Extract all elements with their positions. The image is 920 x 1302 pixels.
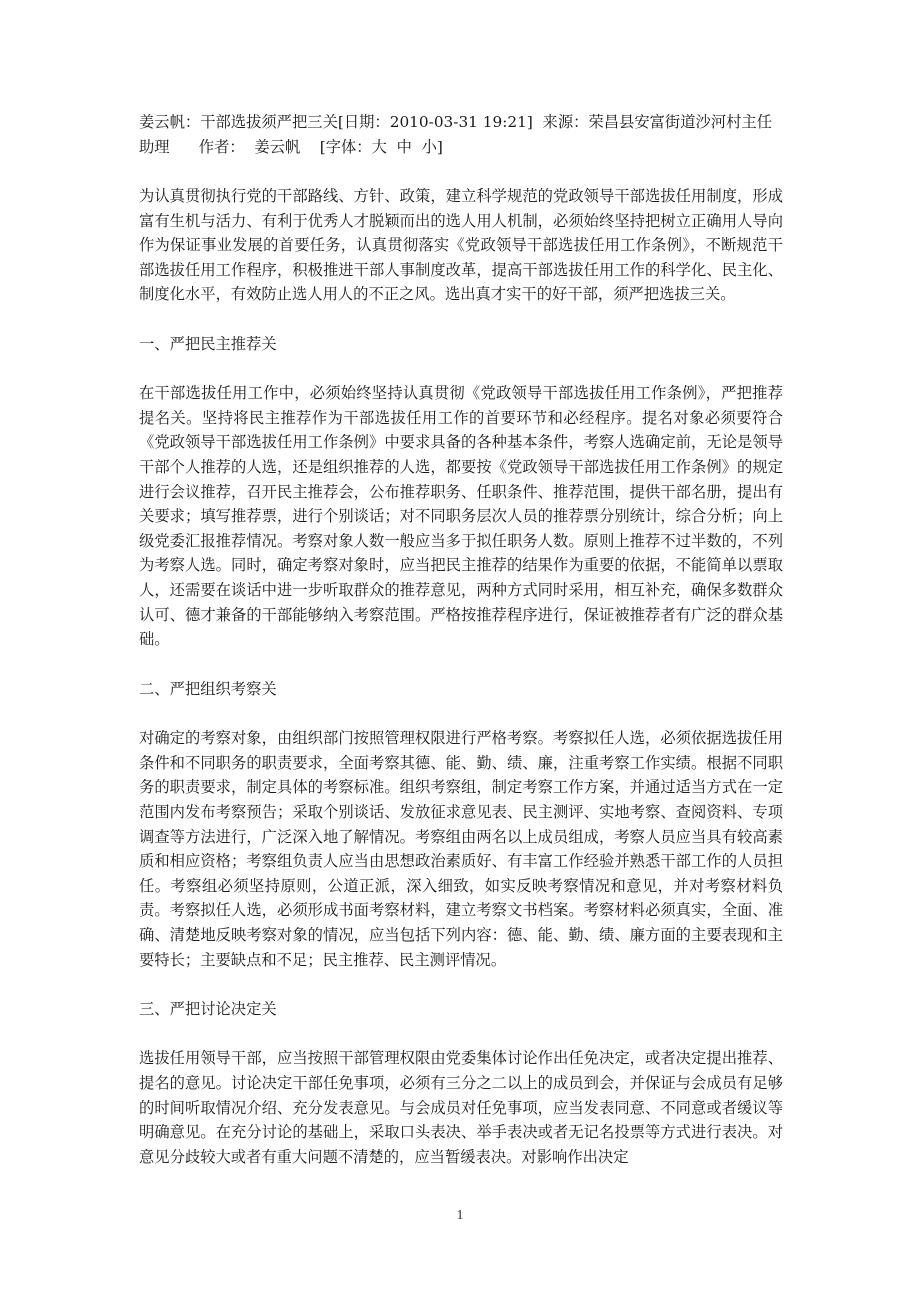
header-author-line: 助理 作者： 姜云帆 [字体：大 中 小] (139, 137, 443, 156)
section-heading-2: 二、严把组织考察关 (139, 679, 277, 698)
section-body-3: 选拔任用领导干部，应当按照干部管理权限由党委集体讨论作出任免决定，或者决定提出推荐、提名的意见。讨论决定干部任免事项，必须有三分之二以上的成员到会，并保证与会成员有足够的时间听取情况介绍、充分发表意见。与会成员对任免事项，应当发表同意、不同意或者缓议等明确意见。在充分讨论的基础上，采取口头表决、举手表决或者无记名投票等方式进行表决。对意见分歧较大或者有重大问题不清楚的，应当暂缓表决。对影响作出决定 (139, 1049, 783, 1166)
document-page (139, 110, 783, 1194)
section-body-2: 对确定的考察对象，由组织部门按照管理权限进行严格考察。考察拟任人选，必须依据选拔任用条件和不同职务的职责要求，全面考察其德、能、勤、绩、廉，注重考察工作实绩。根据不同职务的职责要求，制定具体的考察标准。组织考察组，制定考察工作方案，并通过适当方式在一定范围内发布考察预告；采取个别谈话、发放征求意见表、民主测评、实地考察、查阅资料、专项调查等方法进行，广泛深入地了解情况。考察组由两名以上成员组成，考察人员应当具有较高素质和相应资格；考察组负责人应当由思想政治素质好、有丰富工作经验并熟悉干部工作的人员担任。考察组必须坚持原则，公道正派，深入细致，如实反映考察情况和意见，并对考察材料负责。考察拟任人选，必须形成书面考察材料，建立考察文书档案。考察材料必须真实，全面、准确、清楚地反映考察对象的情况，应当包括下列内容：德、能、勤、绩、廉方面的主要表现和主要特长；主要缺点和不足；民主推荐、民主测评情况。 (139, 728, 783, 969)
page-number: 1 (456, 1208, 464, 1223)
intro-paragraph: 为认真贯彻执行党的干部路线、方针、政策，建立科学规范的党政领导干部选拔任用制度，形成富有生机与活力、有利于优秀人才脱颖而出的选人用人机制，必须始终坚持把树立正确用人导向作为保证事业发展的首要任务，认真贯彻落实《党政领导干部选拔任用工作条例》，不断规范干部选拔任用工作程序，积极推进干部人事制度改革，提高干部选拔任用工作的科学化、民主化、制度化水平，有效防止选人用人的不正之风。选出真才实干的好干部，须严把选拔三关。 (139, 186, 783, 304)
section-heading-3: 三、严把讨论决定关 (139, 999, 277, 1018)
section-body-1: 在干部选拔任用工作中，必须始终坚持认真贯彻《党政领导干部选拔任用工作条例》，严把推荐提名关。坚持将民主推荐作为干部选拔任用工作的首要环节和必经程序。提名对象必须要符合《党政领导干部选拔任用工作条例》中要求具备的各种基本条件，考察人选确定前，无论是领导干部个人推荐的人选，还是组织推荐的人选，都要按《党政领导干部选拔任用工作条例》的规定进行会议推荐，召开民主推荐会，公布推荐职务、任职条件、推荐范围，提供干部名册，提出有关要求；填写推荐票，进行个别谈话；对不同职务层次人员的推荐票分别统计，综合分析；向上级党委汇报推荐情况。考察对象人数一般应当多于拟任职务人数。原则上推荐不过半数的，不列为考察人选。同时，确定考察对象时，应当把民主推荐的结果作为重要的依据，不能简单以票取人，还需要在谈话中进一步听取群众的推荐意见，两种方式同时采用，相互补充，确保多数群众认可、德才兼备的干部能够纳入考察范围。严格按推荐程序进行，保证被推荐者有广泛的群众基础。 (139, 384, 783, 649)
section-heading-1: 一、严把民主推荐关 (139, 334, 277, 353)
article-header (139, 110, 783, 159)
header-title-line: 姜云帆：干部选拔须严把三关[日期：2010-03-31 19:21] 来源：荣昌县安富街道沙河村主任 (139, 113, 773, 131)
